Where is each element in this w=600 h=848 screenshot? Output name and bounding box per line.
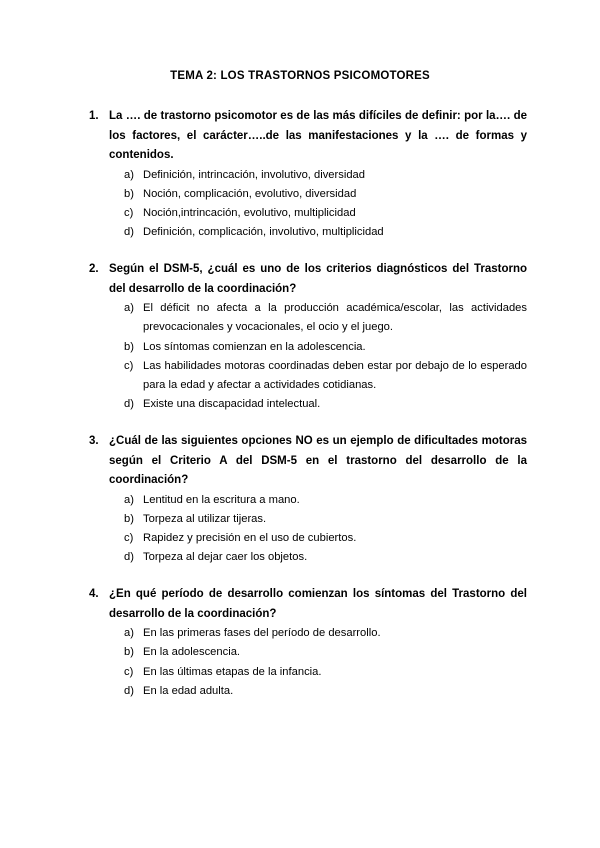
- option-b: [109, 510, 527, 529]
- option-text: Definición, complicación, involutivo, multiplicidad: [143, 226, 384, 239]
- option-letter: b): [124, 646, 134, 659]
- option-letter: d): [124, 226, 134, 239]
- option-letter: b): [124, 340, 134, 353]
- option-d: [109, 548, 527, 567]
- option-letter: d): [124, 551, 134, 564]
- option-text: Los síntomas comienzan en la adolescencia.: [143, 340, 366, 353]
- option-letter: b): [124, 187, 134, 200]
- option-c: [109, 663, 527, 682]
- option-letter: c): [124, 207, 134, 220]
- option-letter: a): [124, 493, 134, 506]
- option-text: Lentitud en la escritura a mano.: [143, 493, 300, 506]
- page-title: TEMA 2: LOS TRASTORNOS PSICOMOTORES: [170, 70, 430, 82]
- question-number: 4.: [89, 588, 99, 600]
- option-text: Torpeza al dejar caer los objetos.: [143, 551, 308, 564]
- option-a: [109, 166, 527, 185]
- option-text: Existe una discapacidad intelectual.: [143, 398, 321, 411]
- question-number: 1.: [89, 110, 99, 122]
- options-list: [109, 624, 527, 701]
- option-text: Definición, intrincación, involutivo, diversidad: [143, 168, 365, 181]
- option-text: En la adolescencia.: [143, 646, 241, 659]
- option-letter: a): [124, 302, 134, 314]
- question-2: [89, 260, 527, 415]
- option-letter: c): [124, 665, 134, 678]
- option-c: [109, 529, 527, 548]
- option-d: [109, 223, 527, 242]
- option-text: En las primeras fases del período de desarrollo.: [143, 627, 381, 639]
- option-b: [109, 338, 527, 357]
- option-letter: a): [124, 168, 134, 181]
- question-number: 2.: [89, 263, 99, 275]
- option-d: [109, 395, 527, 414]
- option-a: [109, 491, 527, 510]
- option-letter: c): [124, 359, 134, 372]
- question-text: ¿Cuál de las siguientes opciones NO es un ejemplo de dificultades motoras según el Criterio A del DSM-5 en el trastorno del desarrollo de la coordinación?: [109, 435, 527, 486]
- option-letter: a): [124, 627, 134, 639]
- option-text: Torpeza al utilizar tijeras.: [143, 512, 267, 525]
- option-letter: b): [124, 512, 134, 525]
- option-b: [109, 185, 527, 204]
- option-a: [109, 624, 527, 643]
- options-list: [109, 166, 527, 243]
- option-text: Noción,intrincación, evolutivo, multiplicidad: [143, 207, 356, 220]
- option-c: [109, 204, 527, 223]
- question-4: [89, 585, 527, 701]
- option-text: Noción, complicación, evolutivo, diversidad: [143, 187, 357, 200]
- option-letter: c): [124, 532, 134, 545]
- options-list: [109, 299, 527, 415]
- option-d: [109, 682, 527, 701]
- option-text: Las habilidades motoras coordinadas deben estar por debajo de lo esperado para la edad y afectar a actividades cotidianas.: [143, 359, 527, 392]
- question-text: ¿En qué período de desarrollo comienzan los síntomas del Trastorno del desarrollo de la coordinación?: [109, 588, 527, 620]
- question-3: [89, 432, 527, 568]
- option-letter: d): [124, 684, 134, 697]
- option-c: [109, 357, 527, 396]
- option-b: [109, 643, 527, 662]
- option-text: En la edad adulta.: [143, 684, 234, 697]
- option-text: En las últimas etapas de la infancia.: [143, 665, 322, 678]
- option-letter: d): [124, 398, 134, 411]
- option-text: El déficit no afecta a la producción académica/escolar, las actividades prevocacionales y vocacionales, el ocio y el juego.: [143, 302, 527, 334]
- question-text: La …. de trastorno psicomotor es de las más difíciles de definir: por la…. de los factores, el carácter…..de las manifestaciones y la …. de formas y contenidos.: [109, 110, 527, 161]
- options-list: [109, 491, 527, 568]
- question-1: [89, 107, 527, 243]
- option-a: [109, 299, 527, 338]
- question-number: 3.: [89, 435, 99, 447]
- option-text: Rapidez y precisión en el uso de cubiertos.: [143, 532, 357, 545]
- question-text: Según el DSM-5, ¿cuál es uno de los criterios diagnósticos del Trastorno del desarrollo de la coordinación?: [109, 263, 527, 295]
